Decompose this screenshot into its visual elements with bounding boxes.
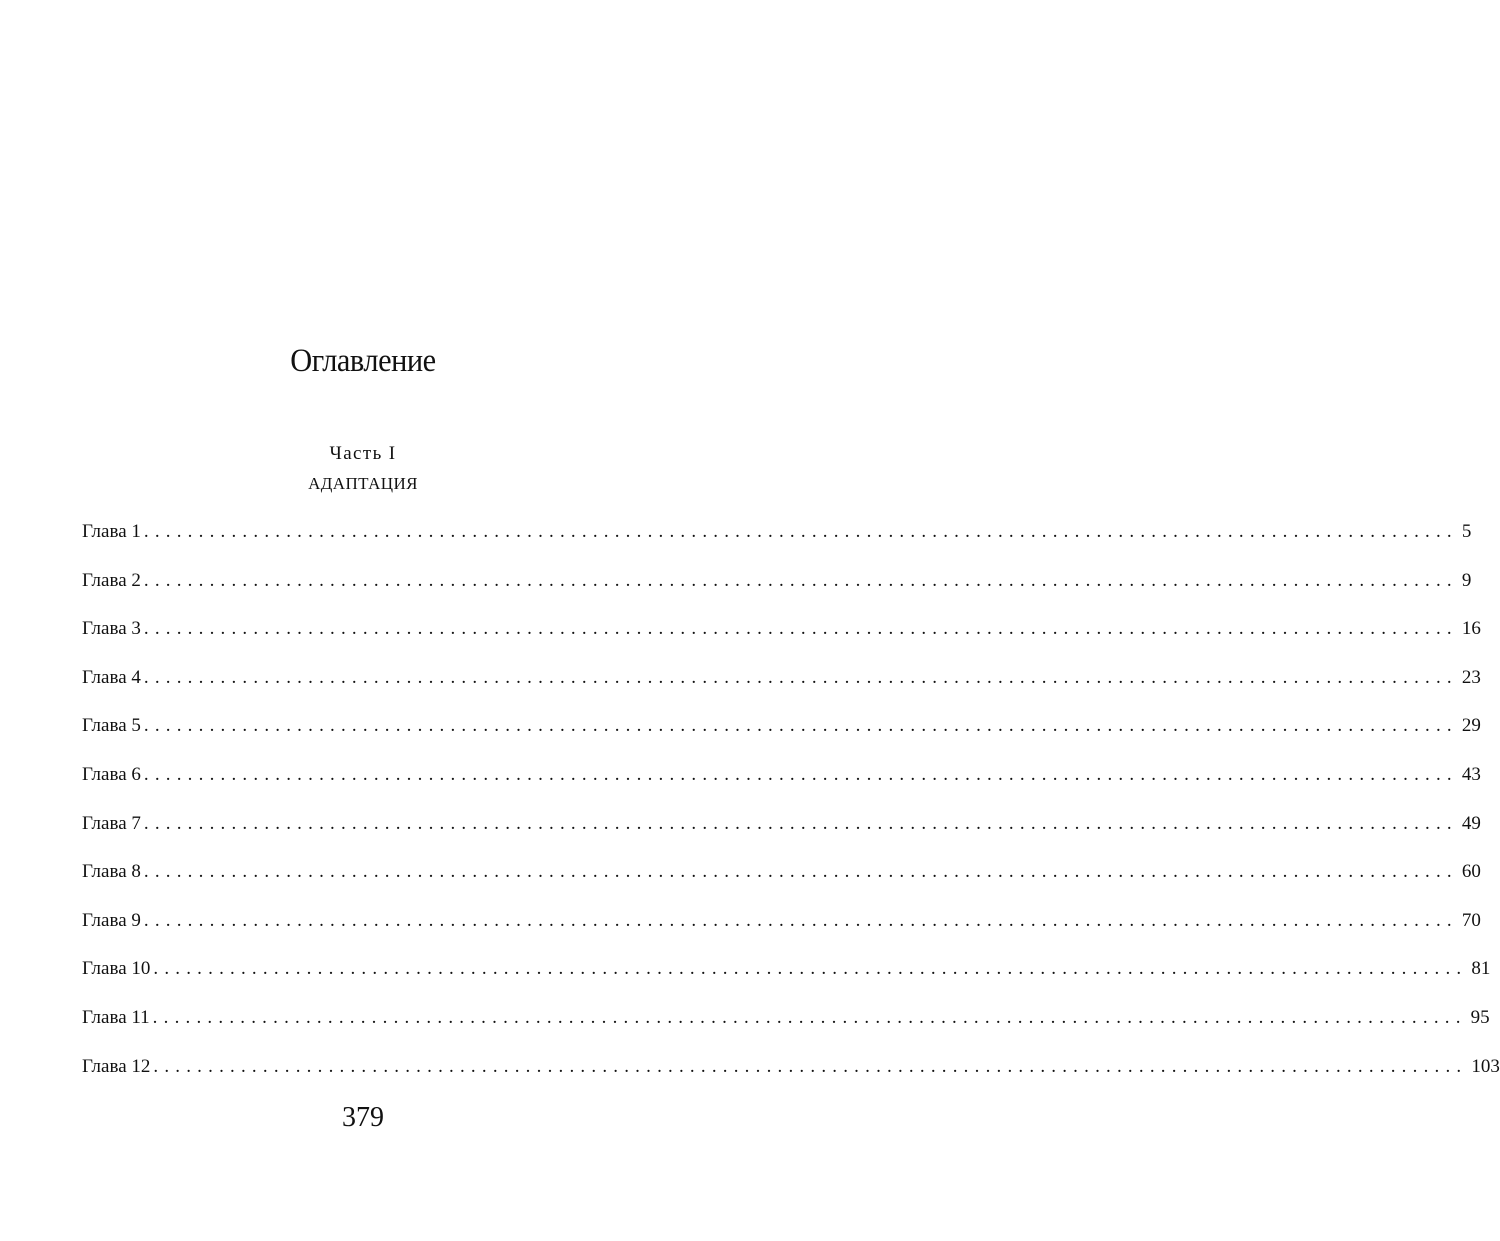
dot-leader: ........................................................................................................................	[152, 1006, 1467, 1028]
toc-entry[interactable]	[82, 666, 1481, 715]
dot-leader: ........................................................................................................................	[153, 1055, 1468, 1077]
toc-entry[interactable]	[82, 714, 1481, 763]
toc-entry[interactable]	[82, 569, 1472, 618]
toc-entry-page: 23	[1461, 666, 1481, 688]
toc-entry[interactable]	[82, 957, 1491, 1006]
toc-entry[interactable]	[82, 520, 1472, 569]
toc-entry-page: 16	[1461, 618, 1481, 640]
toc-entry[interactable]	[82, 909, 1481, 958]
toc-entry-label: Глава 7	[82, 812, 141, 834]
toc-entry[interactable]	[82, 1006, 1490, 1055]
dot-leader: ........................................................................................................................	[143, 812, 1458, 834]
toc-entry-page: 95	[1470, 1006, 1490, 1028]
dot-leader: ........................................................................................................................	[143, 715, 1458, 737]
toc-entry-page: 70	[1461, 909, 1481, 931]
table-of-contents	[82, 520, 1500, 1103]
toc-entry[interactable]	[82, 860, 1481, 909]
toc-entry-page: 43	[1461, 763, 1481, 785]
dot-leader: ........................................................................................................................	[143, 618, 1458, 640]
toc-entry-label: Глава 5	[82, 715, 141, 737]
toc-entry-label: Глава 12	[82, 1055, 151, 1077]
toc-entry[interactable]	[82, 1055, 1500, 1104]
toc-entry-page: 103	[1471, 1055, 1500, 1077]
toc-entry-label: Глава 8	[82, 861, 141, 883]
toc-entry[interactable]	[82, 617, 1481, 666]
toc-entry-page: 60	[1461, 861, 1481, 883]
toc-entry[interactable]	[82, 763, 1481, 812]
dot-leader: ........................................................................................................................	[143, 666, 1458, 688]
toc-entry[interactable]	[82, 812, 1481, 861]
page-number: 379	[342, 1102, 384, 1133]
toc-entry-label: Глава 3	[82, 618, 141, 640]
toc-entry-label: Глава 1	[82, 521, 141, 542]
part-name: АДАПТАЦИЯ	[308, 474, 418, 493]
toc-entry-page: 49	[1461, 812, 1481, 834]
toc-entry-label: Глава 2	[82, 569, 141, 591]
dot-leader: ........................................................................................................................	[153, 958, 1468, 980]
toc-entry-page: 81	[1471, 958, 1491, 980]
toc-entry-page: 5	[1461, 521, 1472, 542]
dot-leader: ........................................................................................................................	[143, 909, 1458, 931]
toc-entry-label: Глава 9	[82, 909, 141, 931]
toc-entry-page: 9	[1461, 569, 1472, 591]
part-label: Часть I	[329, 443, 397, 464]
toc-entry-page: 29	[1461, 715, 1481, 737]
dot-leader: ........................................................................................................................	[143, 569, 1458, 591]
dot-leader: ........................................................................................................................	[143, 763, 1458, 785]
dot-leader: ........................................................................................................................	[143, 521, 1458, 542]
toc-entry-label: Глава 4	[82, 666, 141, 688]
toc-entry-label: Глава 11	[82, 1006, 150, 1028]
toc-entry-label: Глава 10	[82, 958, 151, 980]
toc-entry-label: Глава 6	[82, 763, 141, 785]
dot-leader: ........................................................................................................................	[143, 861, 1458, 883]
page-title: Оглавление	[290, 343, 436, 379]
